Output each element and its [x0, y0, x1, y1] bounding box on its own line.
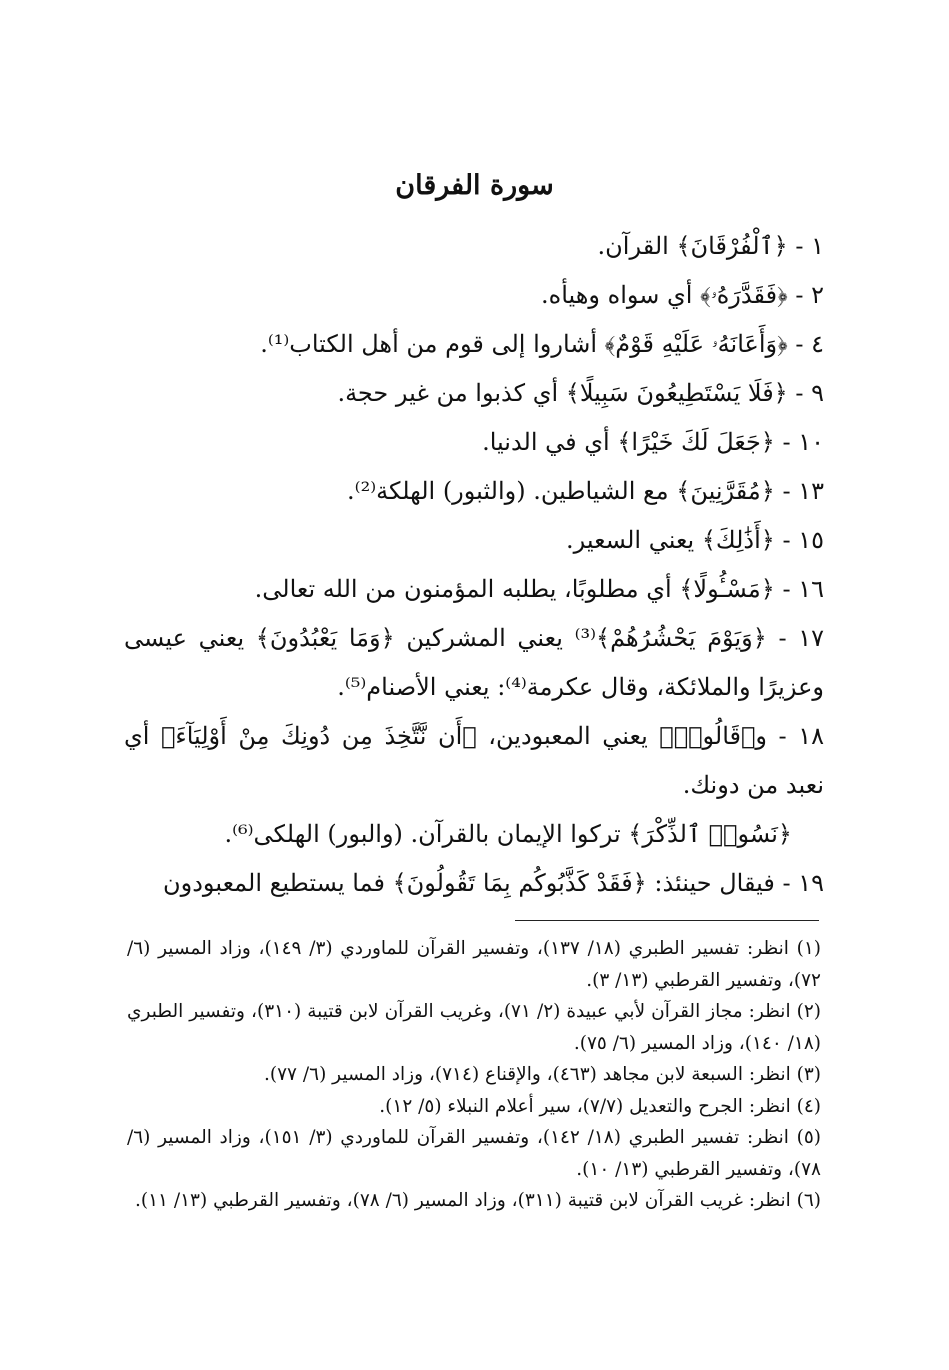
footnote-5: (٥) انظر: تفسير الطبري (١٨/ ١٤٢)، وتفسير القرآن للماوردي (٣/ ١٥١)، وزاد المسير (٦/ ٧٨)، وتفسير القرطبي (١٣/ ١٠). [127, 1127, 821, 1180]
footnote-4: (٤) انظر: الجرح والتعديل (٧/٧)، سير أعلام النبلاء (٥/ ١٢). [379, 1095, 821, 1117]
entry-verse-2: ٢ - ﴿فَقَدَّرَهُۥ﴾ أي سواه وهيأه. [541, 281, 824, 309]
page-title: سورة الفرقان [395, 170, 554, 201]
footnote-separator [515, 920, 819, 921]
footnotes [127, 933, 821, 1217]
entry-verse-16: ١٦ - ﴿مَسْـُٔولًا﴾ أي مطلوبًا، يطلبه المؤمنون من الله تعالى. [254, 575, 824, 603]
entry-verse-1: ١ - ﴿ٱلْفُرْقَانَ﴾ القرآن. [597, 232, 824, 260]
footnote-1: (١) انظر: تفسير الطبري (١٨/ ١٣٧)، وتفسير القرآن للماوردي (٣/ ١٤٩)، وزاد المسير (٦/ ٧٢)، وتفسير القرطبي (١٣/ ٣). [127, 938, 821, 991]
tafsir-entries [124, 222, 824, 908]
entry-verse-17: ١٧ - ﴿وَيَوْمَ يَحْشُرُهُمْ﴾⁽³⁾ يعني المشركين ﴿وَمَا يَعْبُدُونَ﴾ يعني عيسى وعزيرًا والملائكة، وقال عكرمة⁽⁴⁾: يعني الأصنام⁽⁵⁾. [124, 624, 825, 701]
footnote-2: (٢) انظر: مجاز القرآن لأبي عبيدة (٢/ ٧١)، وغريب القرآن لابن قتيبة (٣١٠)، وتفسير الطبري (١٨/ ١٤٠)، وزاد المسير (٦/ ٧٥). [127, 1001, 821, 1054]
entry-verse-4: ٤ - ﴿وَأَعَانَهُۥ عَلَيْهِ قَوْمٌ﴾ أشاروا إلى قوم من أهل الكتاب⁽¹⁾. [260, 330, 824, 358]
footnote-3: (٣) انظر: السبعة لابن مجاهد (٤٦٣)، والإقناع (٧١٤)، وزاد المسير (٦/ ٧٧). [264, 1064, 821, 1085]
entry-verse-19: ١٩ - فيقال حينئذ: ﴿فَقَدْ كَذَّبُوكُم بِمَا تَقُولُونَ﴾ فما يستطيع المعبودون [163, 869, 824, 897]
entry-verse-15: ١٥ - ﴿أَذَٰلِكَ﴾ يعني السعير. [565, 526, 824, 554]
entry-verse-13: ١٣ - ﴿مُقَرَّنِينَ﴾ مع الشياطين. (والثبور) الهلكة⁽²⁾. [347, 477, 824, 505]
footnote-6: (٦) انظر: غريب القرآن لابن قتيبة (٣١١)، وزاد المسير (٦/ ٧٨)، وتفسير القرطبي (١٣/ ١١). [135, 1190, 821, 1211]
entry-verse-9: ٩ - ﴿فَلَا يَسْتَطِيعُونَ سَبِيلًا﴾ أي كذبوا من غير حجة. [337, 379, 824, 407]
entry-verse-18-continued: ﴿نَسُوا۟ ٱلذِّكْرَ﴾ تركوا الإيمان بالقرآن. (والبور) الهلكى⁽⁶⁾. [224, 820, 792, 848]
entry-verse-10: ١٠ - ﴿جَعَلَ لَكَ خَيْرًا﴾ أي في الدنيا. [482, 428, 824, 456]
entry-verse-18: ١٨ - و﴿قَالُوا۟﴾ يعني المعبودين، ﴿أَن نَّتَّخِذَ مِن دُونِكَ مِنْ أَوْلِيَآءَ﴾ أي نعبد من دونك. [124, 722, 824, 799]
